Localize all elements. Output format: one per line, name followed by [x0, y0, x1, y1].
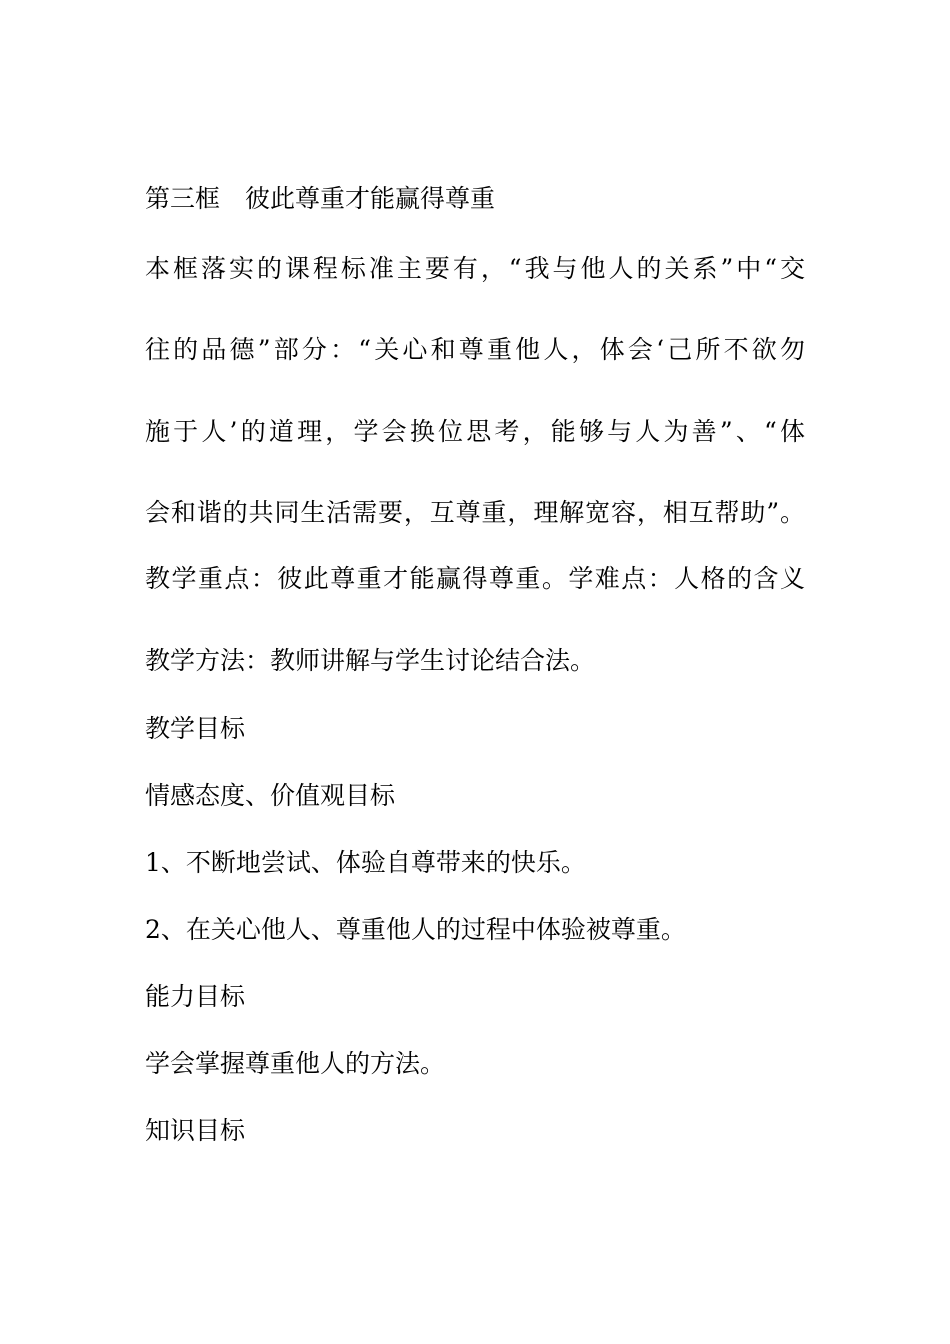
teaching-method: 教学方法：教师讲解与学生讨论结合法。 — [145, 646, 596, 675]
ability-heading: 能力目标 — [145, 982, 246, 1011]
key-points: 教学重点：彼此尊重才能赢得尊重。学难点：人格的含义 — [145, 564, 805, 593]
emotion-heading: 情感态度、价值观目标 — [145, 781, 396, 810]
emotion-item-2: 2、在关心他人、尊重他人的过程中体验被尊重。 — [145, 915, 686, 944]
goals-heading: 教学目标 — [145, 714, 246, 743]
standard-line-4: 会和谐的共同生活需要，互尊重，理解宽容，相互帮助”。 — [145, 498, 805, 527]
ability-text: 学会掌握尊重他人的方法。 — [145, 1049, 446, 1078]
standard-line-1: 本框落实的课程标准主要有，“我与他人的关系”中“交 — [145, 254, 805, 283]
section-title: 第三框 彼此尊重才能赢得尊重 — [145, 184, 496, 213]
standard-line-2: 往的品德”部分：“关心和尊重他人，体会‘己所不欲勿 — [145, 335, 805, 364]
knowledge-heading: 知识目标 — [145, 1116, 246, 1145]
standard-line-3: 施于人’的道理，学会换位思考，能够与人为善”、“体 — [145, 417, 805, 446]
emotion-item-1: 1、不断地尝试、体验自尊带来的快乐。 — [145, 848, 586, 877]
